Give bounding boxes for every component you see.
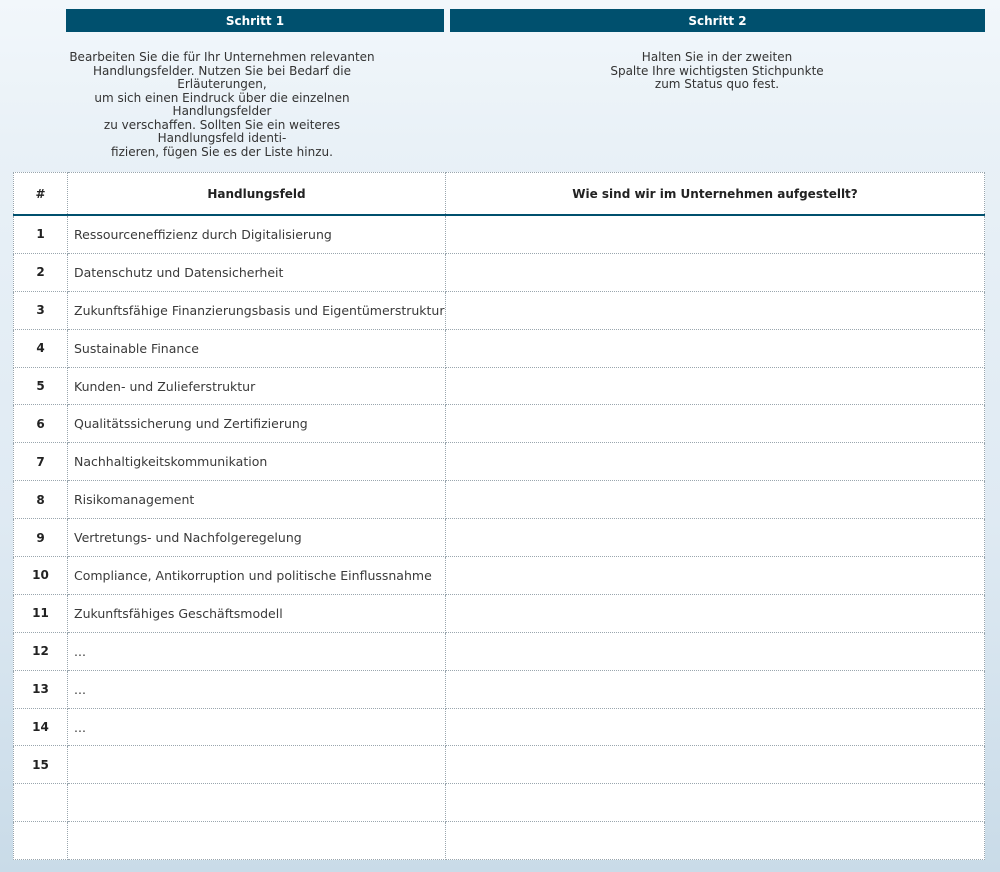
instruction-line: Bearbeiten Sie die für Ihr Unternehmen relevanten: [69, 50, 375, 64]
table-row: [14, 822, 985, 860]
action-field-cell[interactable]: Sustainable Finance: [68, 329, 446, 367]
instruction-line: Halten Sie in der zweiten: [641, 50, 793, 64]
action-field-cell[interactable]: Risikomanagement: [68, 481, 446, 519]
row-number: 11: [14, 594, 68, 632]
action-field-cell[interactable]: [68, 784, 446, 822]
step-1-header: Schritt 1: [66, 9, 444, 32]
table-row: [14, 670, 985, 708]
column-header-action-field: Handlungsfeld: [68, 173, 446, 216]
instruction-line: Spalte Ihre wichtigsten Stichpunkte: [610, 63, 824, 78]
action-field-cell[interactable]: Ressourceneffizienz durch Digitalisierung: [68, 215, 446, 253]
row-number: 6: [14, 405, 68, 443]
status-notes-cell[interactable]: [446, 253, 985, 291]
row-number: 13: [14, 670, 68, 708]
row-number: 8: [14, 481, 68, 519]
row-number: 7: [14, 443, 68, 481]
table-row: [14, 329, 985, 367]
action-field-cell[interactable]: Datenschutz und Datensicherheit: [68, 253, 446, 291]
status-notes-cell[interactable]: [446, 557, 985, 595]
table-row: [14, 291, 985, 329]
status-notes-cell[interactable]: [446, 405, 985, 443]
status-notes-cell[interactable]: [446, 367, 985, 405]
table-row: [14, 519, 985, 557]
column-header-number: #: [14, 173, 68, 216]
instruction-line: Handlungsfelder. Nutzen Sie bei Bedarf die Erläuterungen,: [93, 63, 351, 91]
row-number: 2: [14, 253, 68, 291]
action-field-cell[interactable]: ...: [68, 708, 446, 746]
column-header-status: Wie sind wir im Unternehmen aufgestellt?: [446, 173, 985, 216]
status-notes-cell[interactable]: [446, 822, 985, 860]
step-2-header: Schritt 2: [450, 9, 985, 32]
action-field-cell[interactable]: [68, 746, 446, 784]
action-field-cell[interactable]: Zukunftsfähiges Geschäftsmodell: [68, 594, 446, 632]
status-notes-cell[interactable]: [446, 329, 985, 367]
action-field-cell[interactable]: ...: [68, 632, 446, 670]
action-field-cell[interactable]: Kunden- und Zulieferstruktur: [68, 367, 446, 405]
row-number: 5: [14, 367, 68, 405]
row-number: 3: [14, 291, 68, 329]
status-notes-cell[interactable]: [446, 215, 985, 253]
action-field-cell[interactable]: Qualitätssicherung und Zertifizierung: [68, 405, 446, 443]
action-field-cell[interactable]: Nachhaltigkeitskommunikation: [68, 443, 446, 481]
table-header-row: [14, 173, 985, 216]
status-notes-cell[interactable]: [446, 519, 985, 557]
status-notes-cell[interactable]: [446, 784, 985, 822]
status-notes-cell[interactable]: [446, 291, 985, 329]
row-number: 9: [14, 519, 68, 557]
action-field-cell[interactable]: Compliance, Antikorruption und politische Einflussnahme: [68, 557, 446, 595]
row-number: 15: [14, 746, 68, 784]
table-row: [14, 481, 985, 519]
row-number: 14: [14, 708, 68, 746]
table-row: [14, 784, 985, 822]
table-row: [14, 557, 985, 595]
table-row: [14, 405, 985, 443]
instruction-line: zum Status quo fest.: [654, 77, 780, 91]
status-notes-cell[interactable]: [446, 443, 985, 481]
step-2-instructions: [560, 51, 874, 92]
row-number: 4: [14, 329, 68, 367]
table-row: [14, 632, 985, 670]
row-number: [14, 784, 68, 822]
status-notes-cell[interactable]: [446, 746, 985, 784]
row-number: 1: [14, 215, 68, 253]
table-row: [14, 215, 985, 253]
status-notes-cell[interactable]: [446, 481, 985, 519]
row-number: 12: [14, 632, 68, 670]
table-row: [14, 253, 985, 291]
instruction-line: fizieren, fügen Sie es der Liste hinzu.: [111, 144, 333, 159]
status-notes-cell[interactable]: [446, 594, 985, 632]
action-field-cell[interactable]: [68, 822, 446, 860]
action-field-cell[interactable]: Vertretungs- und Nachfolgeregelung: [68, 519, 446, 557]
action-field-cell[interactable]: ...: [68, 670, 446, 708]
table-row: [14, 708, 985, 746]
action-field-cell[interactable]: Zukunftsfähige Finanzierungsbasis und Eigentümerstruktur: [68, 291, 446, 329]
table-row: [14, 594, 985, 632]
status-notes-cell[interactable]: [446, 670, 985, 708]
table-row: [14, 367, 985, 405]
table-row: [14, 746, 985, 784]
action-fields-table: [13, 172, 985, 860]
table-row: [14, 443, 985, 481]
row-number: 10: [14, 557, 68, 595]
step-1-instructions: [66, 51, 378, 159]
instruction-line: um sich einen Eindruck über die einzelnen Handlungsfelder: [94, 90, 350, 118]
status-notes-cell[interactable]: [446, 708, 985, 746]
row-number: [14, 822, 68, 860]
instruction-line: zu verschaffen. Sollten Sie ein weiteres Handlungsfeld identi-: [103, 117, 341, 145]
status-notes-cell[interactable]: [446, 632, 985, 670]
